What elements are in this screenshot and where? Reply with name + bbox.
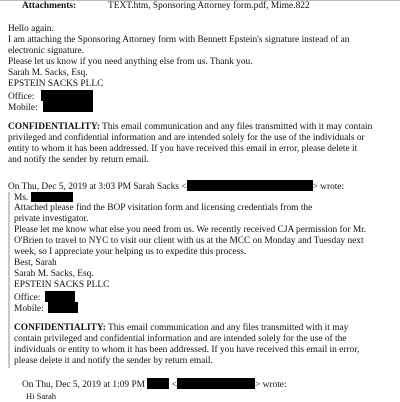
confidentiality-line: individuals or entity to whom it has been addressed. If you have received this email in error,	[14, 345, 360, 355]
mobile-line: Mobile:	[14, 302, 78, 315]
confidentiality-line: CONFIDENTIALITY: This email communication and any files transmitted with it may contain	[8, 122, 373, 132]
quote-bar	[8, 192, 10, 368]
redaction-box	[45, 291, 75, 302]
salutation-line: Hi Sarah	[26, 391, 56, 401]
attachments-label: Attachments:	[22, 1, 77, 11]
redaction-box	[147, 378, 169, 389]
confidentiality-line: privileged and confidential information and are intended solely for the use of the individuals or	[8, 133, 365, 143]
greeting: Hello again.	[8, 24, 54, 34]
confidentiality-line: entity to whom it has been addressed. If you have received this email in error, please delete it	[8, 144, 358, 154]
attachments-value[interactable]: TEXT.htm, Sponsoring Attorney form.pdf, Mime.822	[108, 1, 310, 11]
signature-name: Sarah M. Sacks, Esq.	[8, 68, 88, 78]
body-line: I am attaching the Sponsoring Attorney form with Bennett Epstein's signature instead of an	[8, 35, 350, 45]
office-line: Office:	[14, 291, 75, 304]
confidentiality-line: contain privileged and confidential information and are intended solely for the use of the	[14, 334, 347, 344]
salutation-line: Ms.	[14, 192, 73, 204]
body-line: electronic signature.	[8, 46, 85, 56]
redaction-box	[43, 101, 93, 112]
confidentiality-line: please delete it and notify the sender by return email.	[14, 356, 213, 366]
body-line: O'Brien to travel to NYC to visit our client with us at the MCC on Monday and Tuesday next	[14, 236, 364, 246]
quote-header: On Thu, Dec 5, 2019 at 1:09 PM < > wrote:	[22, 380, 287, 390]
redaction-box	[41, 90, 93, 101]
mobile-line	[8, 101, 93, 114]
confidentiality-line: CONFIDENTIALITY: This email communication and any files transmitted with it may	[14, 323, 349, 333]
signature-name: Sarah M. Sacks, Esq.	[14, 269, 94, 279]
mobile-label: Mobile:	[8, 103, 38, 113]
body-line: Please let us know if you need anything else from us. Thank you.	[8, 57, 253, 67]
body-line: private investigator.	[14, 214, 89, 224]
signature-firm: EPSTEIN SACKS PLLC	[8, 79, 104, 89]
body-line: Attached please find the BOP visitation form and licensing credentials from the	[14, 203, 313, 213]
signature-firm: EPSTEIN SACKS PLLC	[14, 280, 110, 290]
redaction-box	[31, 192, 73, 202]
office-label: Office:	[8, 92, 35, 102]
redaction-box	[177, 378, 255, 389]
body-line: Please let me know what else you need from us. We recently received CJA permission for Mr.	[14, 225, 367, 235]
redaction-box	[187, 180, 313, 191]
redaction-box	[48, 302, 78, 313]
body-line: week, so I appreciate your helping us to expedite this process.	[14, 247, 247, 257]
confidentiality-label: CONFIDENTIALITY:	[8, 122, 100, 132]
quote-header: On Thu, Dec 5, 2019 at 3:03 PM Sarah Sacks < > wrote:	[8, 182, 345, 192]
confidentiality-line: and notify the sender by return email.	[8, 155, 149, 165]
closing-line: Best, Sarah	[14, 258, 57, 268]
